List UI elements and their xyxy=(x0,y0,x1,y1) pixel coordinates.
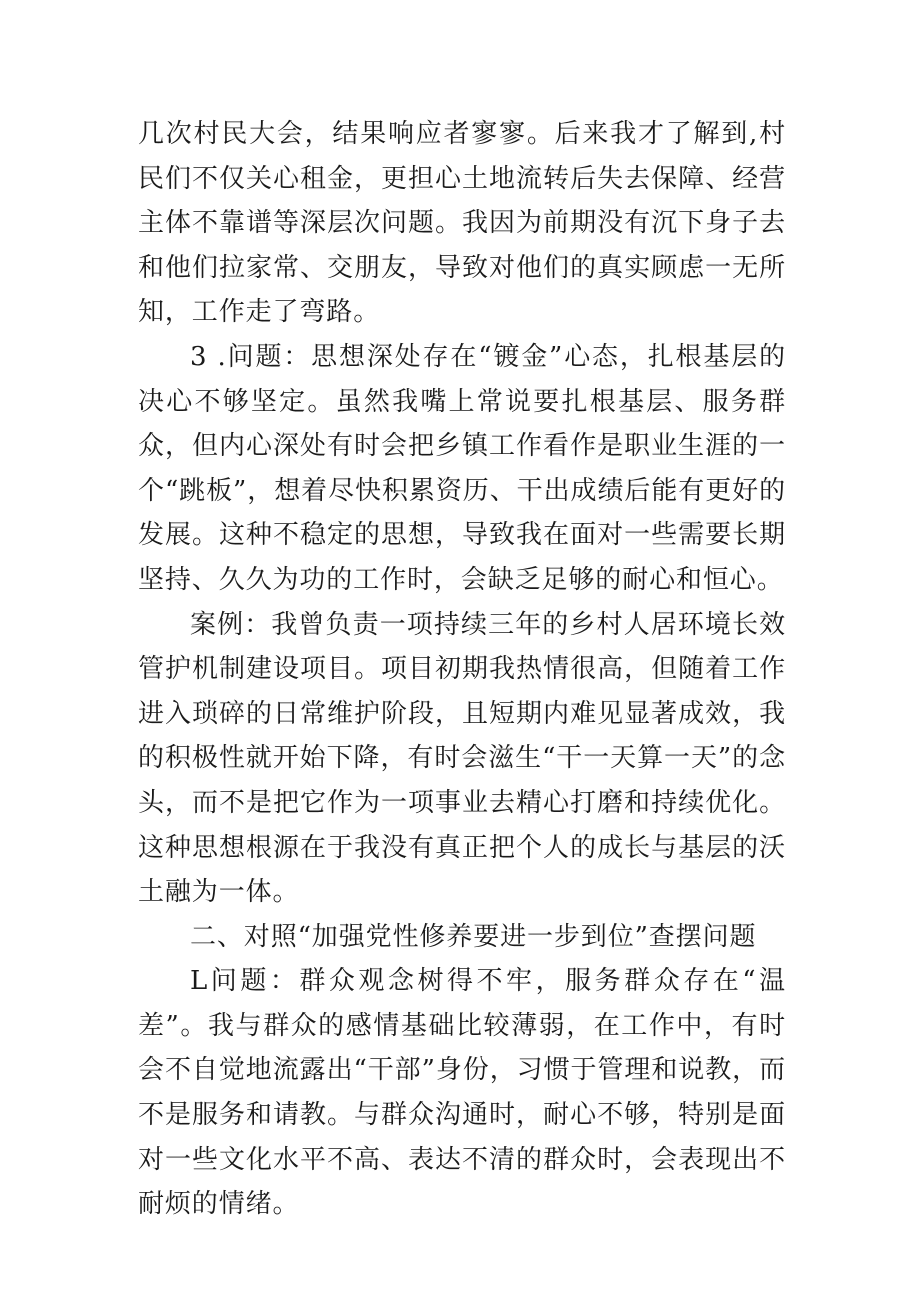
paragraph-problem-3: 3 .问题：思想深处存在“镀金”心态，扎根基层的决心不够坚定。虽然我嘴上常说要扎根基层、服务群众，但内心深处有时会把乡镇工作看作是职业生涯的一个“跳板”，想着尽快积累资历、干出成绩后能有更好的发展。这种不稳定的思想，导致我在面对一些需要长期坚持、久久为功的工作时，会缺乏足够的耐心和恒心。 xyxy=(138,341,786,595)
paragraph-case: 案例：我曾负责一项持续三年的乡村人居环境长效管护机制建设项目。项目初期我热情很高，但随着工作进入琐碎的日常维护阶段，且短期内难见显著成效，我的积极性就开始下降，有时会滋生“干一天算一天”的念头，而不是把它作为一项事业去精心打磨和持续优化。这种思想根源在于我没有真正把个人的成长与基层的沃土融为一体。 xyxy=(138,609,786,908)
paragraph-problem-1: L问题：群众观念树得不牢，服务群众存在“温差”。我与群众的感情基础比较薄弱，在工作中，有时会不自觉地流露出“干部”身份，习惯于管理和说教，而不是服务和请教。与群众沟通时，耐心不够，特别是面对一些文化水平不高、表达不清的群众时，会表现出不耐烦的情绪。 xyxy=(138,966,786,1220)
document-body xyxy=(138,112,786,1227)
paragraph-village-meeting: 几次村民大会，结果响应者寥寥。后来我才了解到,村民们不仅关心租金，更担心土地流转后失去保障、经营主体不靠谱等深层次问题。我因为前期没有沉下身子去和他们拉家常、交朋友，导致对他们的真实顾虑一无所知，工作走了弯路。 xyxy=(138,119,786,328)
section-heading-2: 二、对照“加强党性修养要进一步到位”查摆问题 xyxy=(190,921,757,952)
